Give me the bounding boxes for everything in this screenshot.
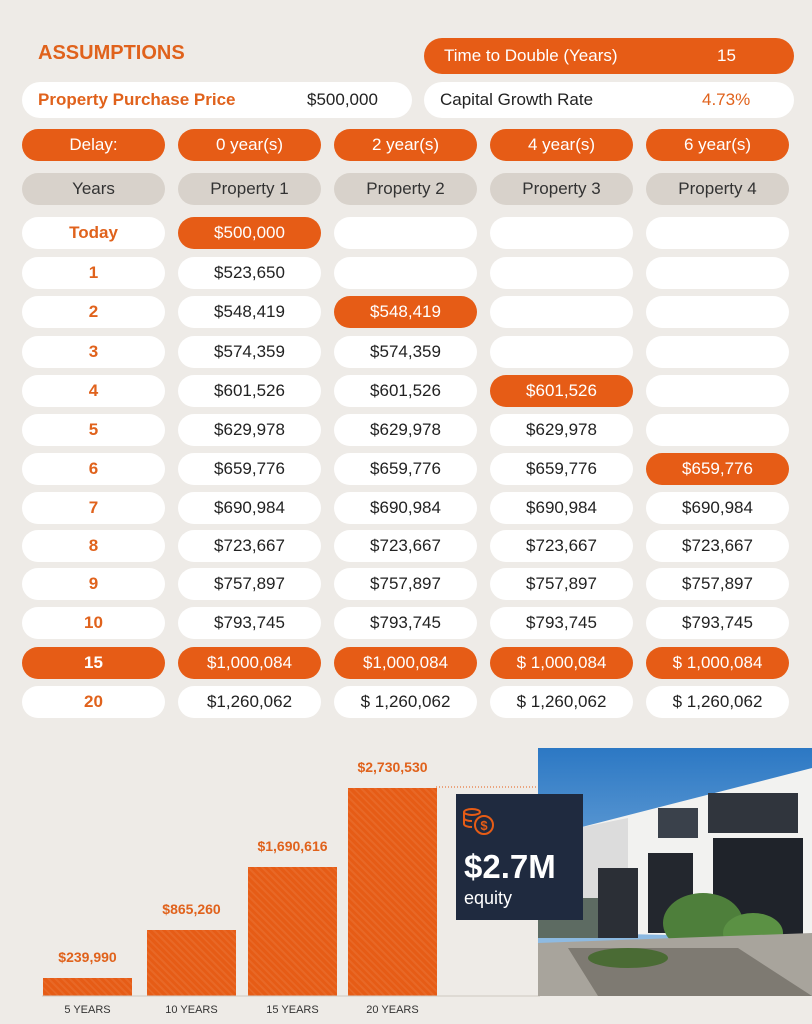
value-cell: $723,667 bbox=[334, 530, 477, 562]
growth-rate-label: Capital Growth Rate bbox=[440, 90, 594, 109]
value-cell: $757,897 bbox=[178, 568, 321, 600]
year-label: 10 bbox=[22, 607, 165, 639]
svg-text:$: $ bbox=[480, 818, 488, 833]
value-cell: $793,745 bbox=[334, 607, 477, 639]
value-cell: $601,526 bbox=[334, 375, 477, 407]
value-cell: $ 1,000,084 bbox=[490, 647, 633, 679]
value-cell: $793,745 bbox=[490, 607, 633, 639]
year-label: 20 bbox=[22, 686, 165, 718]
value-cell: $659,776 bbox=[490, 453, 633, 485]
year-label: 2 bbox=[22, 296, 165, 328]
value-cell: $523,650 bbox=[178, 257, 321, 289]
value-cell: $1,000,084 bbox=[334, 647, 477, 679]
purchase-price-label: Property Purchase Price bbox=[38, 90, 236, 109]
value-cell: $793,745 bbox=[178, 607, 321, 639]
value-cell: $690,984 bbox=[646, 492, 789, 524]
value-cell: $601,526 bbox=[490, 375, 633, 407]
value-cell: $757,897 bbox=[334, 568, 477, 600]
value-cell: $ 1,260,062 bbox=[646, 686, 789, 718]
value-cell: $723,667 bbox=[646, 530, 789, 562]
value-cell: $601,526 bbox=[178, 375, 321, 407]
year-label: 15 bbox=[22, 647, 165, 679]
bar-value-label: $1,690,616 bbox=[257, 838, 328, 854]
year-label: Today bbox=[22, 217, 165, 249]
value-cell: $659,776 bbox=[646, 453, 789, 485]
year-label: 3 bbox=[22, 336, 165, 368]
year-label: 6 bbox=[22, 453, 165, 485]
value-cell: $ 1,000,084 bbox=[646, 647, 789, 679]
bar-value-label: $2,730,530 bbox=[357, 759, 428, 775]
year-label: 4 bbox=[22, 375, 165, 407]
bar-category-label: 10 YEARS bbox=[165, 1004, 218, 1016]
value-cell: $629,978 bbox=[178, 414, 321, 446]
equity-callout bbox=[456, 794, 583, 920]
bar-category-label: 15 YEARS bbox=[266, 1004, 319, 1016]
growth-rate-value: 4.73% bbox=[702, 90, 751, 109]
years-header: Years bbox=[22, 173, 165, 205]
bar-category-label: 5 YEARS bbox=[64, 1004, 111, 1016]
equity-amount: $2.7M bbox=[464, 848, 556, 885]
delay-cell: 4 year(s) bbox=[490, 129, 633, 161]
value-cell: $690,984 bbox=[334, 492, 477, 524]
value-cell: $629,978 bbox=[334, 414, 477, 446]
value-cell: $723,667 bbox=[490, 530, 633, 562]
value-cell: $793,745 bbox=[646, 607, 789, 639]
delay-label: Delay: bbox=[22, 129, 165, 161]
value-cell: $690,984 bbox=[490, 492, 633, 524]
value-cell: $500,000 bbox=[178, 217, 321, 249]
time-to-double-value: 15 bbox=[717, 46, 736, 65]
value-cell: $574,359 bbox=[334, 336, 477, 368]
value-cell: $574,359 bbox=[178, 336, 321, 368]
value-cell: $629,978 bbox=[490, 414, 633, 446]
year-label: 8 bbox=[22, 530, 165, 562]
value-cell: $548,419 bbox=[334, 296, 477, 328]
value-cell: $1,260,062 bbox=[178, 686, 321, 718]
value-cell: $659,776 bbox=[178, 453, 321, 485]
value-cell: $ 1,260,062 bbox=[334, 686, 477, 718]
delay-cell: 2 year(s) bbox=[334, 129, 477, 161]
equity-label: equity bbox=[464, 888, 513, 908]
value-cell: $548,419 bbox=[178, 296, 321, 328]
property-header: Property 2 bbox=[334, 173, 477, 205]
year-label: 5 bbox=[22, 414, 165, 446]
property-header: Property 1 bbox=[178, 173, 321, 205]
delay-cell: 0 year(s) bbox=[178, 129, 321, 161]
delay-cell: 6 year(s) bbox=[646, 129, 789, 161]
value-cell: $1,000,084 bbox=[178, 647, 321, 679]
value-cell: $ 1,260,062 bbox=[490, 686, 633, 718]
assumptions-title: ASSUMPTIONS bbox=[38, 42, 185, 64]
property-header: Property 3 bbox=[490, 173, 633, 205]
value-cell: $757,897 bbox=[646, 568, 789, 600]
coins-dollar-icon bbox=[462, 806, 496, 838]
property-header: Property 4 bbox=[646, 173, 789, 205]
bar-value-label: $239,990 bbox=[58, 949, 117, 965]
value-cell: $757,897 bbox=[490, 568, 633, 600]
value-cell: $659,776 bbox=[334, 453, 477, 485]
value-cell: $723,667 bbox=[178, 530, 321, 562]
purchase-price-value: $500,000 bbox=[307, 90, 378, 109]
time-to-double-label: Time to Double (Years) bbox=[444, 46, 618, 65]
bar-value-label: $865,260 bbox=[162, 901, 221, 917]
value-cell: $690,984 bbox=[178, 492, 321, 524]
bar-category-label: 20 YEARS bbox=[366, 1004, 419, 1016]
year-label: 7 bbox=[22, 492, 165, 524]
year-label: 1 bbox=[22, 257, 165, 289]
year-label: 9 bbox=[22, 568, 165, 600]
